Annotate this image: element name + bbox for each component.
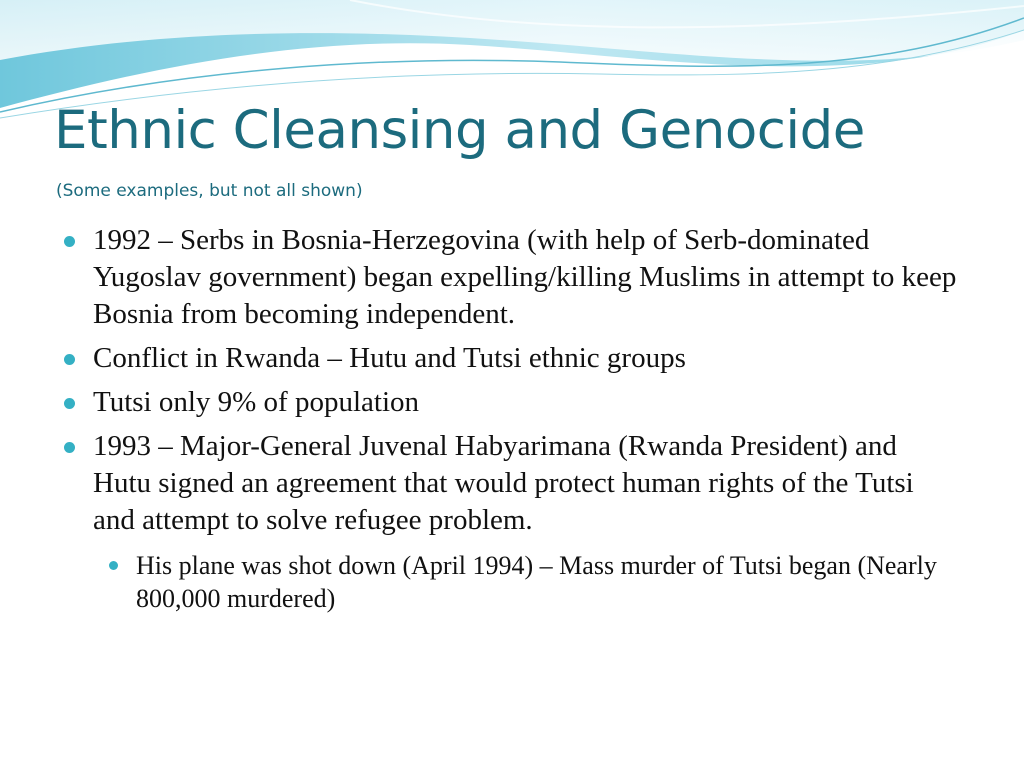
sub-list-item <box>109 549 962 615</box>
bullet-text: 1993 – Major-General Juvenal Habyarimana (Rwanda President) and Hutu signed an agreement that would protect human rights of the Tutsi and attempt to solve refugee problem. <box>93 430 914 536</box>
slide-subtitle: (Some examples, but not all shown) <box>56 181 363 201</box>
list-item <box>62 384 962 421</box>
bullet-text: 1992 – Serbs in Bosnia-Herzegovina (with help of Serb-dominated Yugoslav government) began expelling/killing Muslims in attempt to keep Bosnia from becoming independent. <box>93 224 957 330</box>
list-item <box>62 222 962 333</box>
sub-bullet-dot-icon <box>109 561 118 570</box>
bullet-dot-icon <box>64 442 75 453</box>
bullet-dot-icon <box>64 236 75 247</box>
bullet-list <box>62 222 962 622</box>
list-item <box>62 428 962 615</box>
sub-bullet-text: His plane was shot down (April 1994) – Mass murder of Tutsi began (Nearly 800,000 murdered) <box>136 551 937 613</box>
bullet-text: Tutsi only 9% of population <box>93 386 420 418</box>
list-item <box>62 340 962 377</box>
bullet-dot-icon <box>64 354 75 365</box>
bullet-dot-icon <box>64 398 75 409</box>
bullet-text: Conflict in Rwanda – Hutu and Tutsi ethnic groups <box>93 342 686 374</box>
slide-title: Ethnic Cleansing and Genocide <box>54 100 865 161</box>
